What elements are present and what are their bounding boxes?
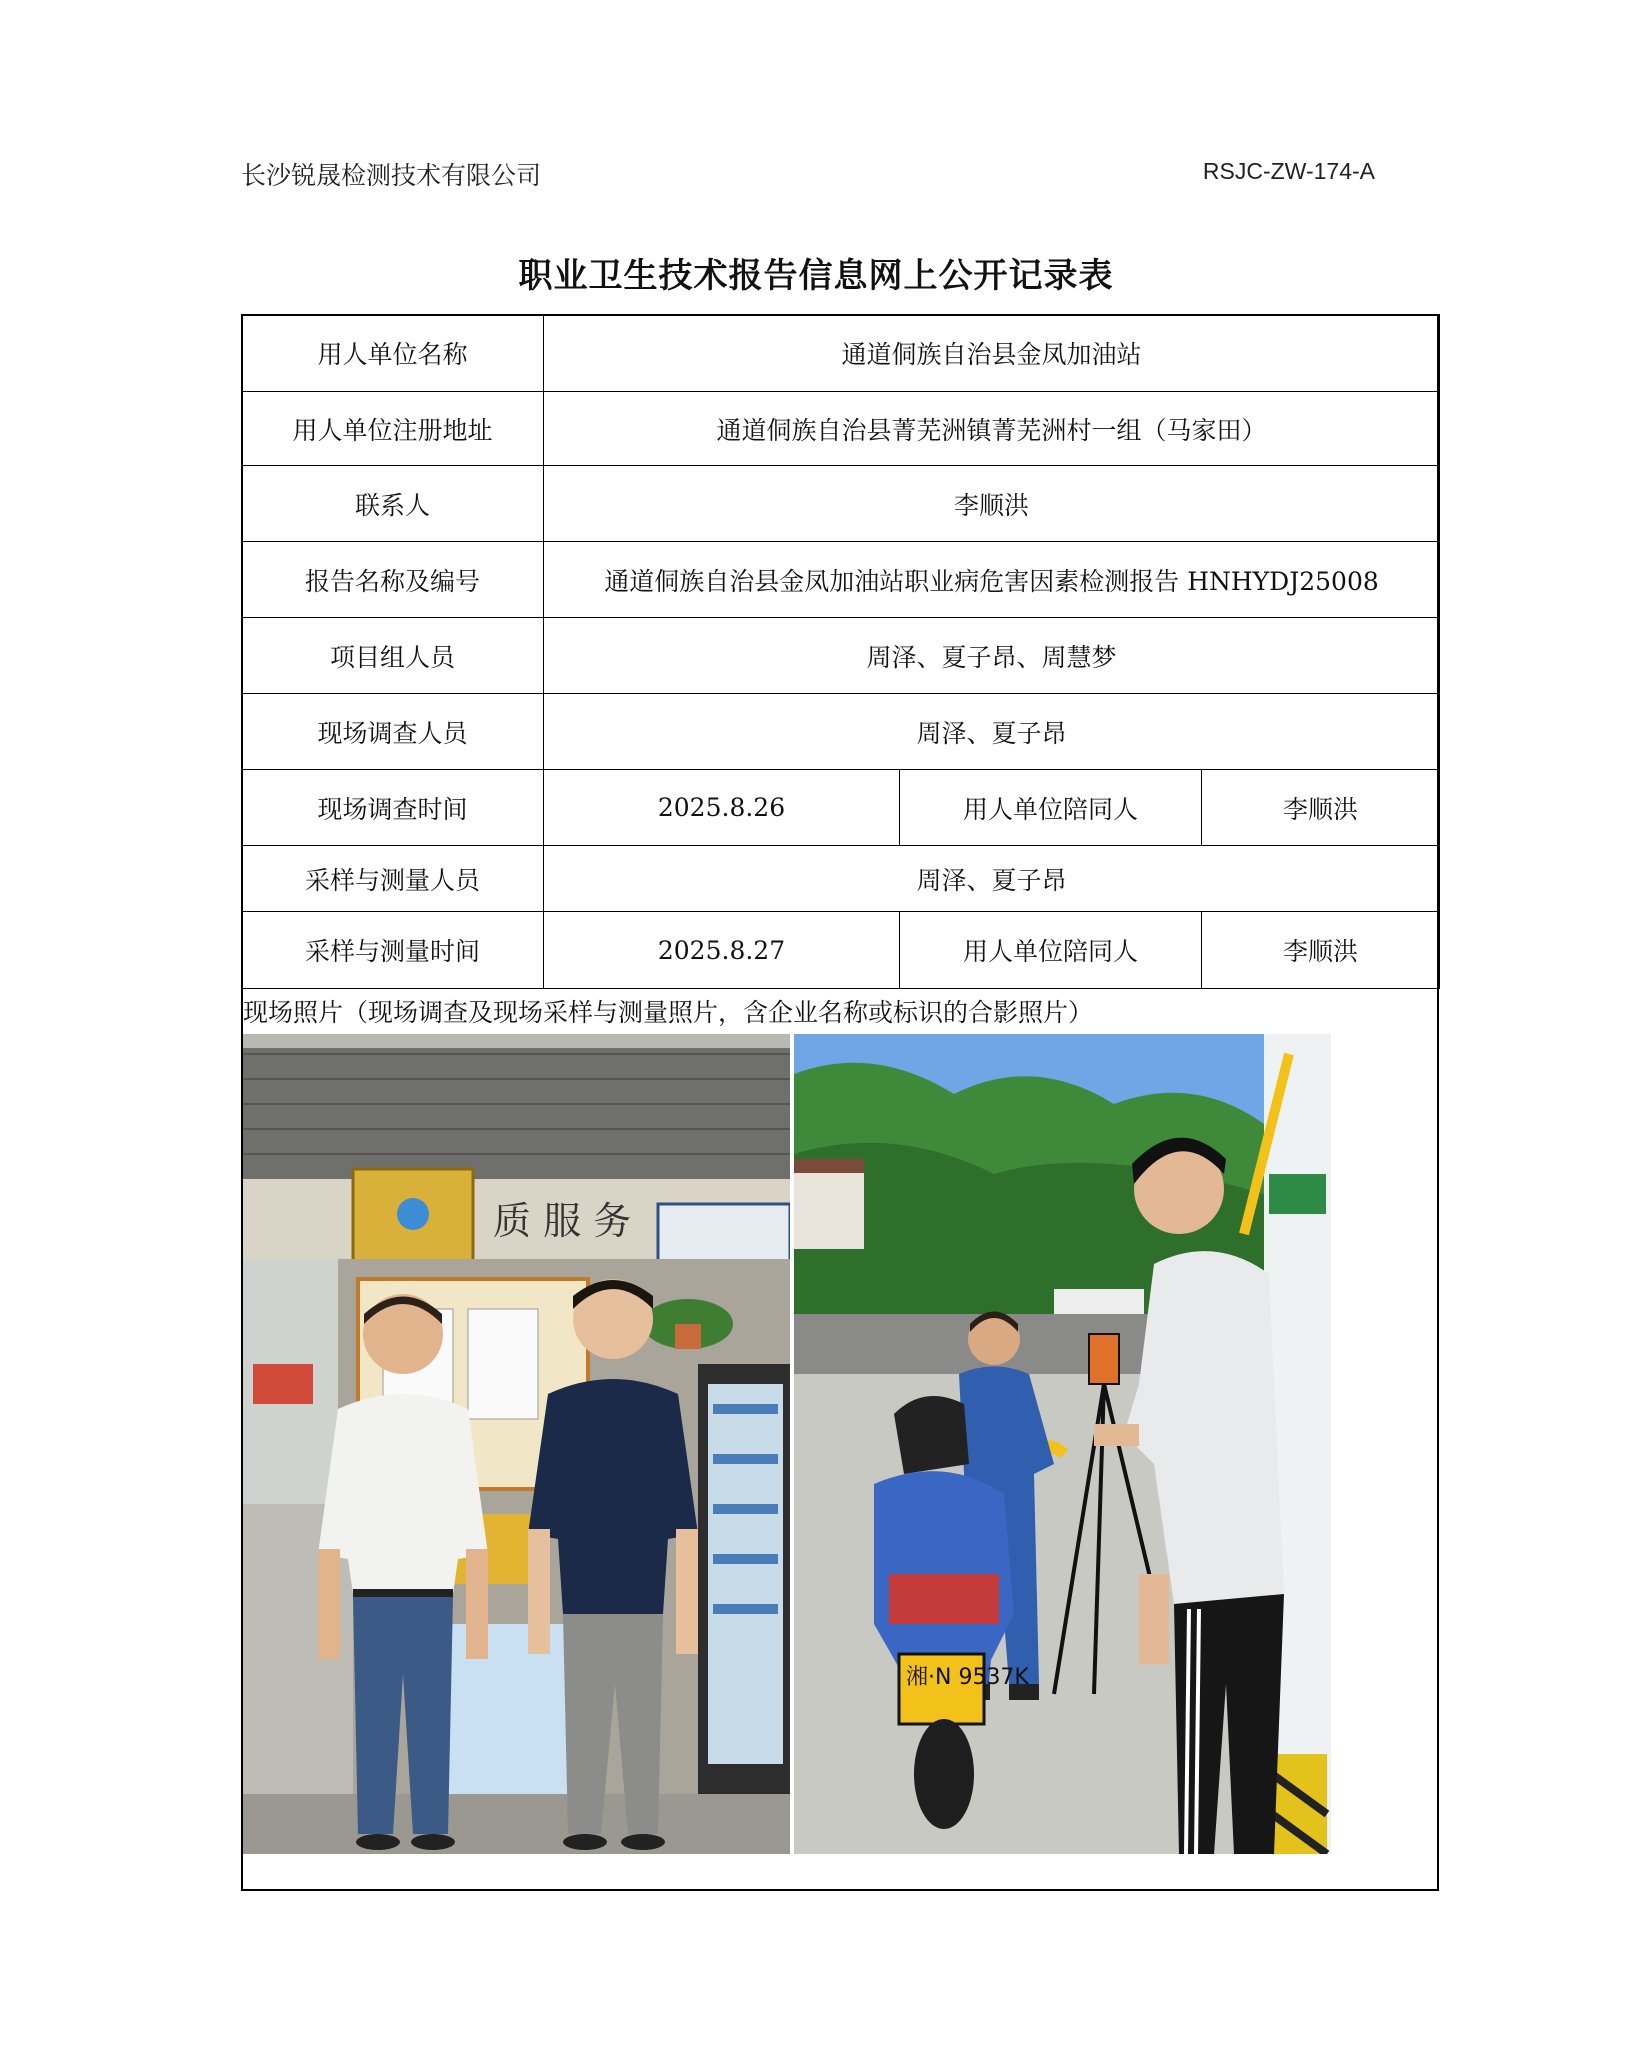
survey-time-value: 2025.8.26 bbox=[544, 770, 900, 846]
employer-name-value: 通道侗族自治县金凤加油站 bbox=[544, 315, 1440, 392]
page-title: 职业卫生技术报告信息网上公开记录表 bbox=[518, 256, 1114, 296]
group-photo bbox=[243, 1034, 790, 1854]
sampling-time-label: 采样与测量时间 bbox=[242, 912, 544, 989]
table-row bbox=[242, 912, 1440, 989]
table-row bbox=[242, 542, 1440, 618]
company-name: 长沙锐晟检测技术有限公司 bbox=[241, 161, 542, 190]
table-row bbox=[242, 770, 1440, 846]
employer-address-value: 通道侗族自治县菁芜洲镇菁芜洲村一组（马家田） bbox=[544, 392, 1440, 466]
project-team-value: 周泽、夏子昂、周慧梦 bbox=[544, 618, 1440, 694]
report-value: 通道侗族自治县金凤加油站职业病危害因素检测报告 HNHYDJ25008 bbox=[544, 542, 1440, 618]
contact-label: 联系人 bbox=[242, 466, 544, 542]
sampling-companion-label: 用人单位陪同人 bbox=[900, 912, 1202, 989]
license-plate: 湘·N 9537K bbox=[906, 1665, 1029, 1690]
employer-name-label: 用人单位名称 bbox=[242, 315, 544, 392]
report-label: 报告名称及编号 bbox=[242, 542, 544, 618]
table-row bbox=[242, 846, 1440, 912]
employer-address-label: 用人单位注册地址 bbox=[242, 392, 544, 466]
sampling-time-value: 2025.8.27 bbox=[544, 912, 900, 989]
document-code: RSJC-ZW-174-A bbox=[1202, 158, 1375, 184]
table-row bbox=[242, 466, 1440, 542]
survey-companion-label: 用人单位陪同人 bbox=[900, 770, 1202, 846]
shop-sign-text: 质 服 务 bbox=[493, 1199, 632, 1243]
table-row bbox=[242, 315, 1440, 392]
table-row bbox=[242, 392, 1440, 466]
sampling-staff-value: 周泽、夏子昂 bbox=[544, 846, 1440, 912]
info-table bbox=[241, 314, 1440, 989]
survey-staff-label: 现场调查人员 bbox=[242, 694, 544, 770]
contact-value: 李顺洪 bbox=[544, 466, 1440, 542]
table-row bbox=[242, 618, 1440, 694]
survey-staff-value: 周泽、夏子昂 bbox=[544, 694, 1440, 770]
survey-time-label: 现场调查时间 bbox=[242, 770, 544, 846]
photo-caption: 现场照片（现场调查及现场采样与测量照片，含企业名称或标识的合影照片） bbox=[243, 998, 1094, 1027]
project-team-label: 项目组人员 bbox=[242, 618, 544, 694]
table-row bbox=[242, 694, 1440, 770]
survey-companion-value: 李顺洪 bbox=[1202, 770, 1440, 846]
sampling-photo bbox=[794, 1034, 1331, 1854]
sampling-staff-label: 采样与测量人员 bbox=[242, 846, 544, 912]
sampling-companion-value: 李顺洪 bbox=[1202, 912, 1440, 989]
